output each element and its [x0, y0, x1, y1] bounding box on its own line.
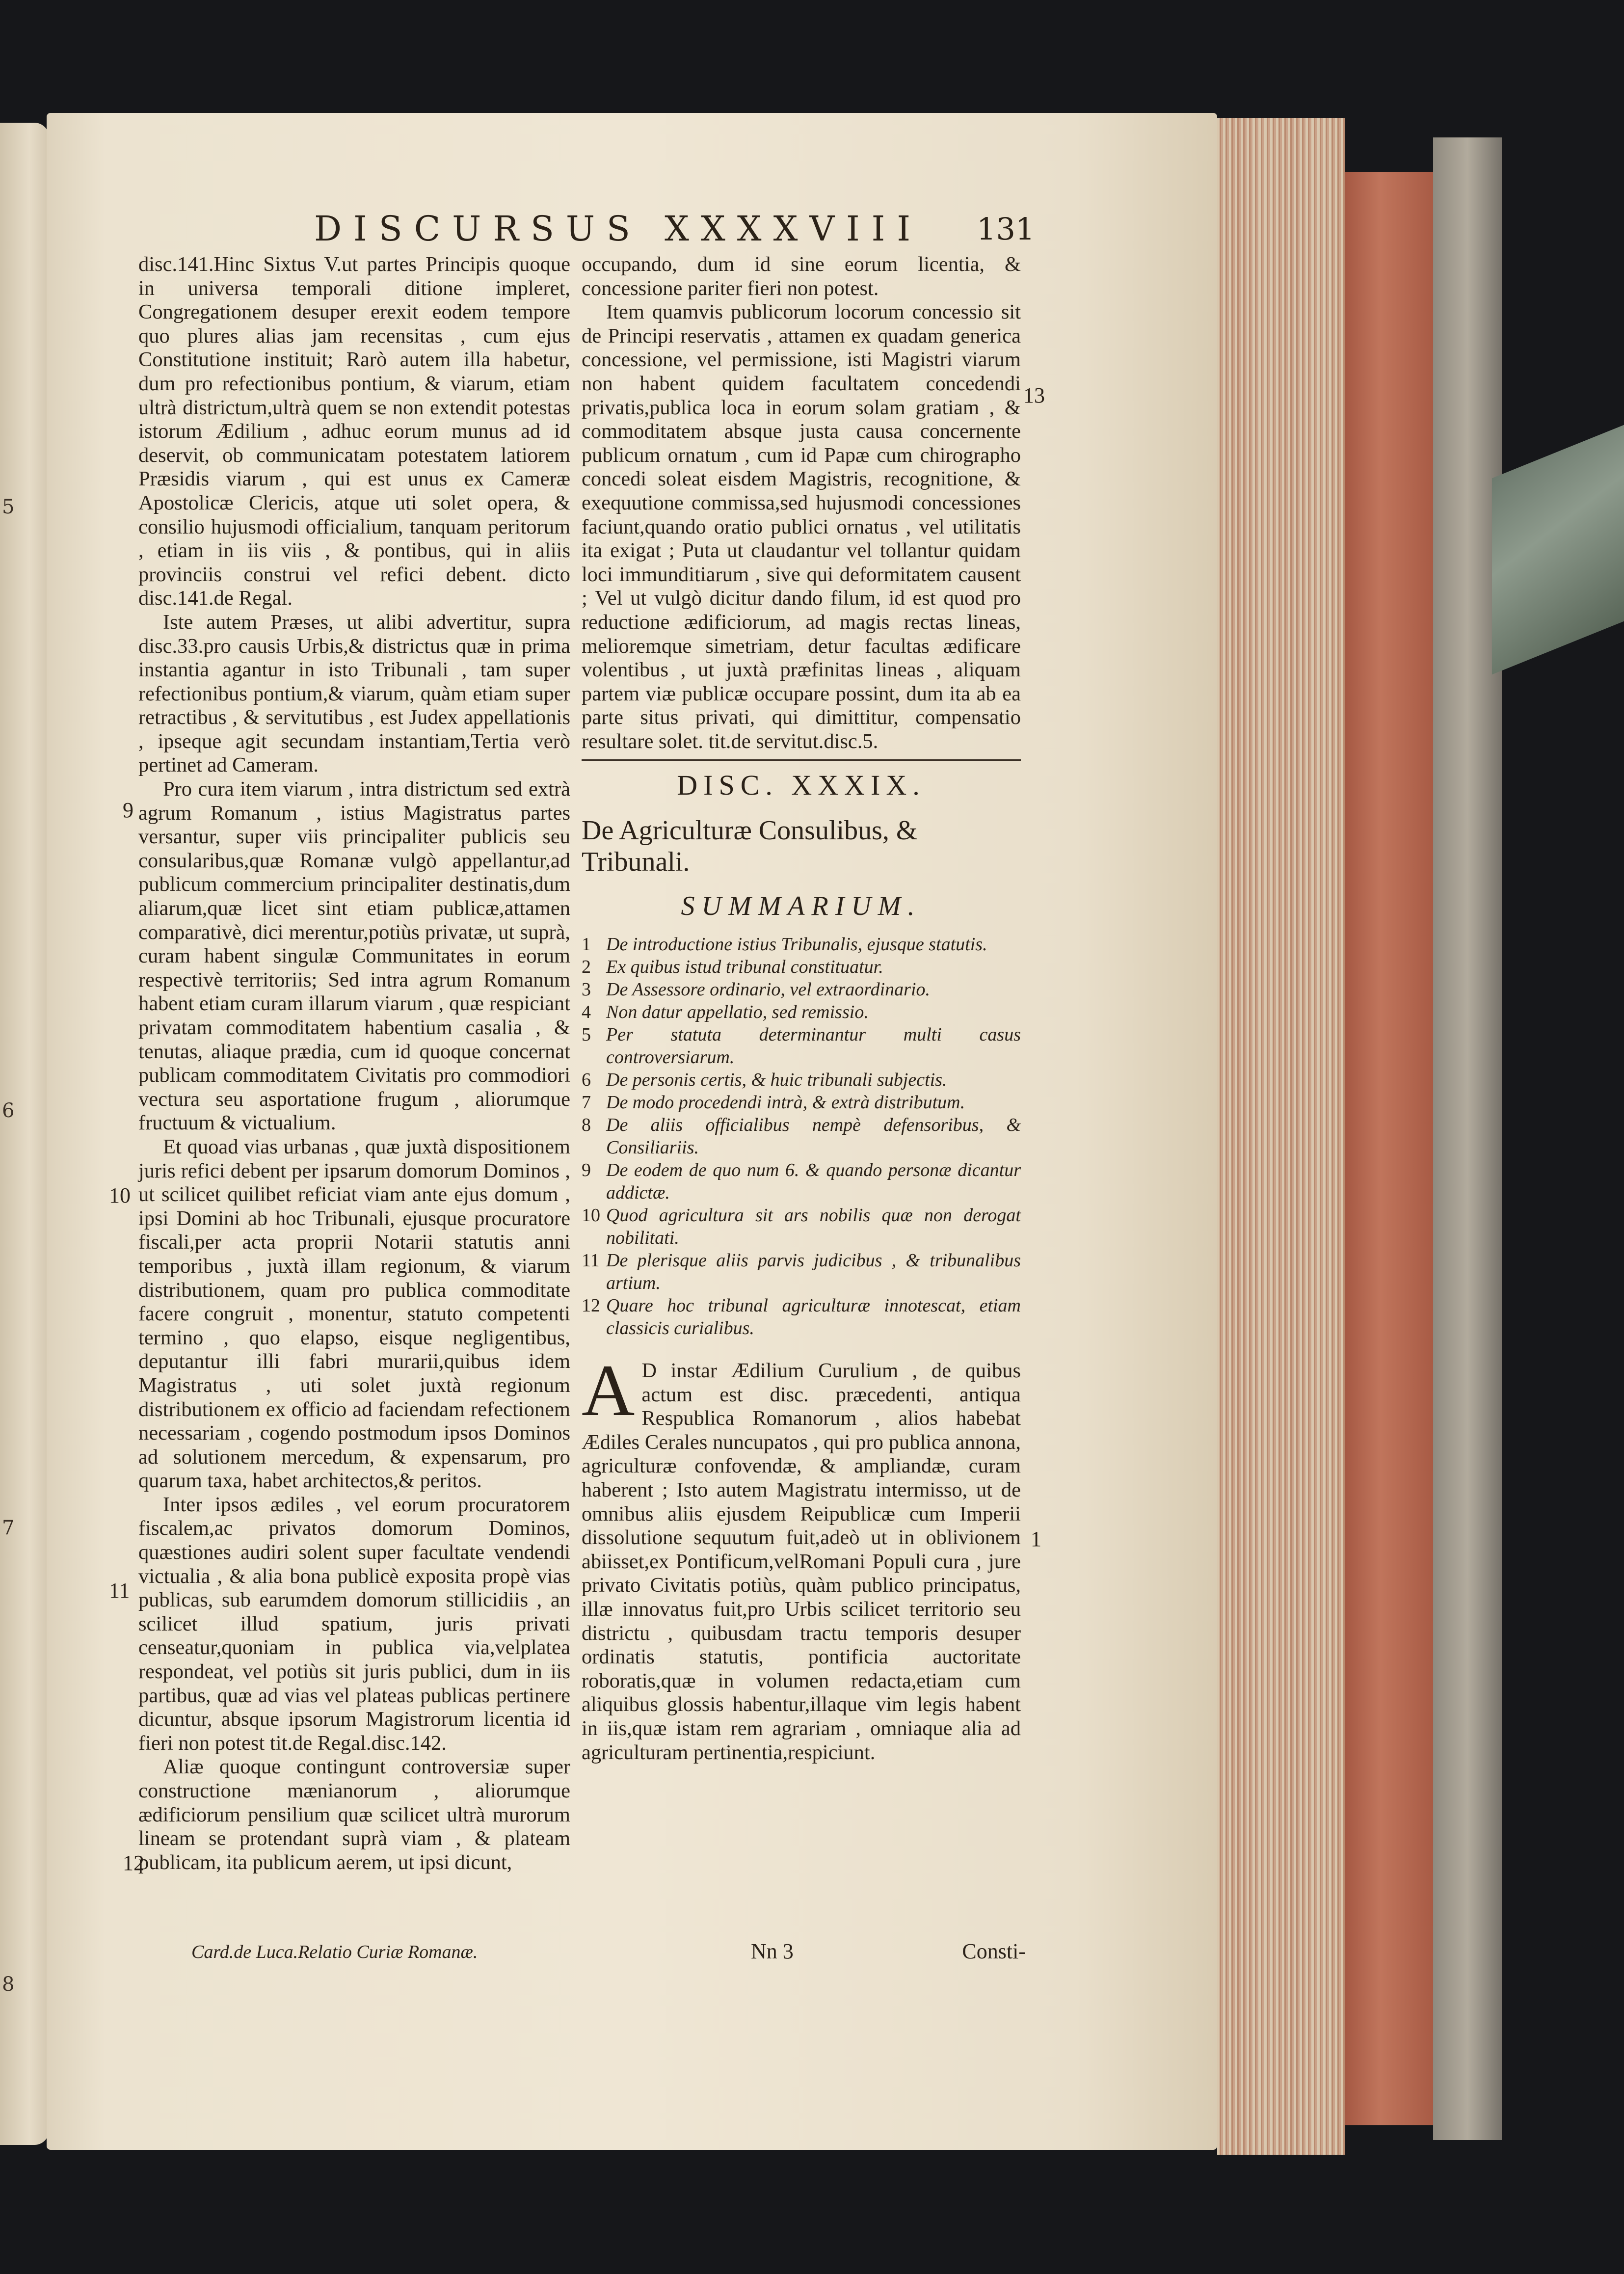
summary-item-number: 7 — [582, 1092, 591, 1113]
margin-number: 9 — [123, 798, 133, 822]
paragraph: occupando, dum id sine eorum licentia, & concessione pariter fieri non potest. — [582, 253, 1021, 300]
fore-edge-stamp — [1212, 825, 1369, 1080]
summary-item-number: 10 — [582, 1205, 600, 1226]
summary-item — [582, 933, 1021, 956]
summary-item — [582, 1159, 1021, 1204]
summary-item-text: De aliis officialibus nempè defensoribus, & Consiliariis. — [606, 1115, 1021, 1158]
summary-item-text: De introductione istius Tribunalis, ejusque statutis. — [606, 934, 987, 955]
summary-item — [582, 978, 1021, 1001]
discourse-heading: DISC. XXXIX. — [677, 769, 926, 802]
paragraph: Aliæ quoque contingunt controversiæ super constructione mænianorum , aliorumque ædificiorum pensilium quæ scilicet ultrà murorum lineam se protendant suprà viam , & plateam publicam, ita publicum aerem, ut ipsi dicunt, — [138, 1755, 570, 1874]
summary-item-text: Per statuta determinantur multi casus controversiarum. — [606, 1024, 1021, 1068]
summary-item-number: 2 — [582, 957, 591, 978]
summary-item-text: Non datur appellatio, sed remissio. — [606, 1002, 869, 1023]
summary-item-text: De modo procedendi intrà, & extrà distributum. — [606, 1092, 965, 1113]
left-footer-citation: Card.de Luca.Relatio Curiæ Romanæ. — [191, 1942, 478, 1962]
summary-item-number: 3 — [582, 979, 591, 1000]
summary-item-text: Ex quibus istud tribunal constituatur. — [606, 957, 883, 978]
summary-item — [582, 1023, 1021, 1069]
left-page-margin-mark: 7 — [2, 1517, 15, 1539]
summary-item-text: De eodem de quo num 6. & quando personæ dicantur addictæ. — [606, 1160, 1021, 1204]
summary-item-text: Quare hoc tribunal agriculturæ innotescat, etiam classicis curialibus. — [606, 1295, 1021, 1339]
summary-item-number: 12 — [582, 1295, 600, 1316]
binding-board — [1433, 137, 1502, 2140]
paragraph: Inter ipsos ædiles , vel eorum procuratorem fiscalem,ac privatos domorum Dominos, quæstiones audiri solent super facultate vendendi victualia , & alia bona publicè exposita propè vias publicas, sub earumdem domorum stillicidiis , an scilicet illud spatium, juris privati censeatur,quoniam in publica via,velplatea respondeat, vel potiùs sit juris publici, dum in iis partibus, quæ ad vias vel plateas publicas pertinere dicuntur, absque ipsorum Magistrorum licentia id fieri non potest tit.de Regal.disc.142. — [138, 1493, 570, 1755]
summary-item-text: Quod agricultura sit ars nobilis quæ non derogat nobilitati. — [606, 1205, 1021, 1249]
margin-number: 1 — [1031, 1527, 1041, 1551]
summary-item — [582, 1069, 1021, 1091]
page-footer — [751, 1939, 1026, 1964]
summary-item-number: 6 — [582, 1070, 591, 1091]
left-page-edge — [0, 123, 49, 2145]
section-rule — [582, 759, 1021, 761]
margin-number: 13 — [1023, 383, 1045, 407]
metal-clasp — [1492, 425, 1624, 675]
summary-item — [582, 1249, 1021, 1294]
page-number: 131 — [977, 211, 1035, 247]
summary-item — [582, 1114, 1021, 1159]
running-title: DISCURSUS XXXXVIII — [314, 209, 922, 249]
margin-number: 11 — [109, 1578, 130, 1603]
summary-item-number: 8 — [582, 1115, 591, 1136]
red-fore-edge — [1345, 172, 1433, 2125]
summary-item — [582, 1204, 1021, 1249]
left-page-margin-mark: 5 — [2, 496, 15, 518]
paragraph: Pro cura item viarum , intra districtum sed extrà agrum Romanum , istius Magistratus partes versantur, super viis principaliter publicis seu consularibus,quæ Romanæ vulgò appellantur,ad publicum commercium principaliter destinatis,dum aliarum,quæ licet sint etiam publicæ,attamen comparativè, dici merentur,potiùs privatæ, ut suprà, curam habent singulæ Communitates in eorum respectivè territoriis; Sed intra agrum Romanum habent etiam curam illarum viarum , quæ respiciant privatam commoditatem habentium casalia , & tenutas, aliaque prædia, cum id quoque concernat publicam commoditatem Civitatis pro commodiori vectura seu asportatione frugum , aliorumque fructuum & victualium. — [138, 777, 570, 1135]
summary-item-number: 9 — [582, 1160, 591, 1181]
paragraph: Iste autem Præses, ut alibi advertitur, supra disc.33.pro causis Urbis,& districtus quæ in prima instantia agantur in isto Tribunali , tam super refectionibus pontium,& viarum, quàm etiam super retractibus , & servitutibus , est Judex appellationis , ipseque agit secundam instantiam,Tertia verò pertinet ad Cameram. — [138, 610, 570, 777]
signature-mark: Nn 3 — [751, 1939, 794, 1963]
page-block-edge — [1217, 118, 1345, 2155]
drop-cap: A — [582, 1350, 635, 1432]
summary-item-text: De plerisque aliis parvis judicibus , & tribunalibus artium. — [606, 1250, 1021, 1294]
paragraph: disc.141.Hinc Sixtus V.ut partes Principis quoque in universa temporali ditione impleret, Congregationem desuper erexit eodem tempore quo plures alias jam recensitas , cum ejus Constitutione instituit; Rarò autem illa habetur, dum pro refectionibus pontium, & viarum, etiam ultrà districtum,ultrà quem se non extendit potestas istorum Ædilium , adhuc eorum munus ad id deservit, ob communicatam potestatem latiorem Præsidis viarum , qui est unus ex Cameræ Apostolicæ Clericis, atque uti solet opera, & consilio hujusmodi officialium, tanquam peritorum , etiam in iis viis , & pontibus, qui in aliis provinciis construi vel refici debent. dicto disc.141.de Regal. — [138, 253, 570, 610]
summary-item-number: 1 — [582, 934, 591, 955]
summary-heading: SUMMARIUM. — [681, 891, 922, 922]
catchword: Consti- — [962, 1939, 1026, 1963]
summary-item — [582, 1294, 1021, 1339]
paragraph: Item quamvis publicorum locorum concessio sit de Principi reservatis , attamen ex quadam generica concessione, vel permissione, isti Magistri viarum non habent quidem facultatem concedendi privatis,publica loca in eorum solam gratiam , & commoditatem absque justa causa concernente publicum ornatum , cum id Papæ cum chirographo concedi soleat eisdem Magistris, recognitione, & exequutione commissa,sed hujusmodi concessiones faciunt,quando oratio publici ornatus , vel utilitatis ita exigat ; Puta ut claudantur vel tollantur quidam loci immunditiarum , sive qui deformitatem causent ; Vel ut vulgò dicitur dando filum, id est quod pro reductione ædificiorum, ad magis rectas lineas, melioremque simetriam, detur facultas ædificare volentibus , ut juxtà præfinitas lineas , aliquam partem viæ publicæ occupare possint, dum ita ab ea parte situs privati, qui dimittitur, compensatio resultare solet. tit.de servitut.disc.5. — [582, 300, 1021, 753]
body-text: D instar Ædilium Curulium , de quibus actum est disc. præcedenti, antiqua Respublica Romanorum , alios habebat Ædiles Cerales nuncupatos , qui pro publica annona, agriculturæ confovendæ, & ampliandæ, curam haberent ; Isto autem Magistratu intermisso, ut de omnibus aliis ejusdem Reipublicæ cum Imperii dissolutione sequutum fuit,adeò ut in oblivionem abiisset,ex Pontificum,velRomani Populi cura , jure privato Civitatis potiùs, quàm publico principatus, illæ innovatus fuit,pro Urbis scilicet territorio seu districtu , quibusdam tractu temporis desuper ordinatis statutis, pontificia auctoritate roboratis,quæ in volumen redacta,etiam cum aliquibus glossis habentur,illaque vim legis habent in iis,quæ istam rem agrariam , omniaque alia ad agriculturam pertinentia,respiciunt. — [582, 1359, 1021, 1764]
summary-item-text: De Assessore ordinario, vel extraordinario. — [606, 979, 931, 1000]
paragraph — [582, 1350, 1021, 1765]
summary-item-text: De personis certis, & huic tribunali subjectis. — [606, 1070, 947, 1091]
paragraph: Et quoad vias urbanas , quæ juxtà dispositionem juris refici debent per ipsarum domorum Dominos , ut scilicet quilibet reficiat viam ante ejus domum , ipsi Domini ab hoc Tribunali, ejusque procuratore fiscali,per acta proprii Notarii statutis anni temporibus , juxtà illam regionum, & viarum distributionem, quam pro publica commoditate facere congruit , monentur, statuto competenti termino , quo elapso, eisque negligentibus, deputantur illi fabri murarii,quibus idem Magistratus , uti solet juxtà regionum distributionem ex officio ad faciendam refectionem necessariam , cogendo postmodum ipsos Dominos ad solutionem mercedum, & expensarum, pro quarum taxa, habet architectos,& peritos. — [138, 1135, 570, 1493]
margin-number: 12 — [123, 1851, 144, 1875]
summary-list — [582, 933, 1021, 1339]
summary-item-number: 5 — [582, 1024, 591, 1045]
margin-number: 10 — [109, 1183, 131, 1207]
summary-item — [582, 1001, 1021, 1023]
left-page-margin-mark: 8 — [2, 1973, 15, 1996]
left-text-column — [138, 253, 570, 1874]
discourse-title: De Agriculturæ Consulibus, & Tribunali. — [582, 815, 918, 878]
summary-item — [582, 956, 1021, 978]
right-text-column — [582, 253, 1021, 1765]
left-page-margin-mark: 6 — [2, 1099, 15, 1122]
summary-item-number: 11 — [582, 1250, 600, 1271]
summary-item-number: 4 — [582, 1002, 591, 1023]
summary-item — [582, 1091, 1021, 1114]
